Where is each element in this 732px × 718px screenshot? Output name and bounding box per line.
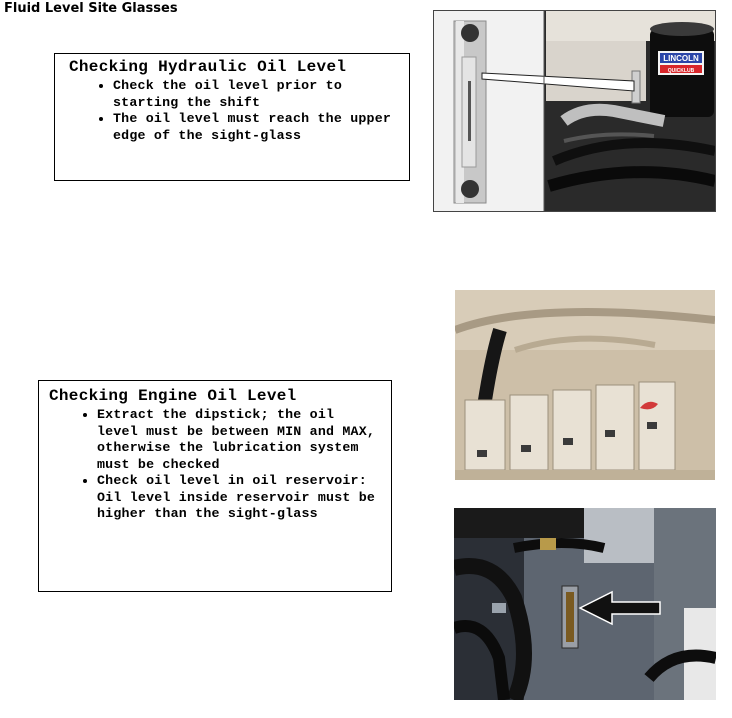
reservoir-sight-glass-photo — [454, 508, 716, 700]
page-title: Fluid Level Site Glasses — [4, 1, 178, 16]
engine-bullet-1: • Extract the dipstick; the oil level must be between MIN and MAX, otherwise the lubrication system must be checked — [97, 407, 383, 473]
engine-box-title: Checking Engine Oil Level — [49, 387, 297, 405]
hydraulic-bullet-1: • Check the oil level prior to starting the shift — [113, 78, 401, 111]
hydraulic-bullet-2: • The oil level must reach the upper edge of the sight-glass — [113, 111, 401, 144]
hydraulic-box-title: Checking Hydraulic Oil Level — [69, 58, 347, 76]
hydraulic-sight-glass-photo — [433, 10, 716, 212]
engine-oil-level-box — [38, 380, 392, 592]
engine-bullet-2: • Check oil level in oil reservoir: Oil level inside reservoir must be higher than the sight-glass — [97, 473, 383, 523]
hydraulic-bullet-list — [69, 78, 401, 144]
engine-dipstick-photo — [455, 290, 715, 480]
engine-bullet-list — [49, 407, 383, 523]
hydraulic-oil-level-box — [54, 53, 410, 181]
lincoln-logo-line1: LINCOLN — [663, 54, 699, 63]
lincoln-logo-line2: QUICKLUB — [667, 68, 695, 74]
